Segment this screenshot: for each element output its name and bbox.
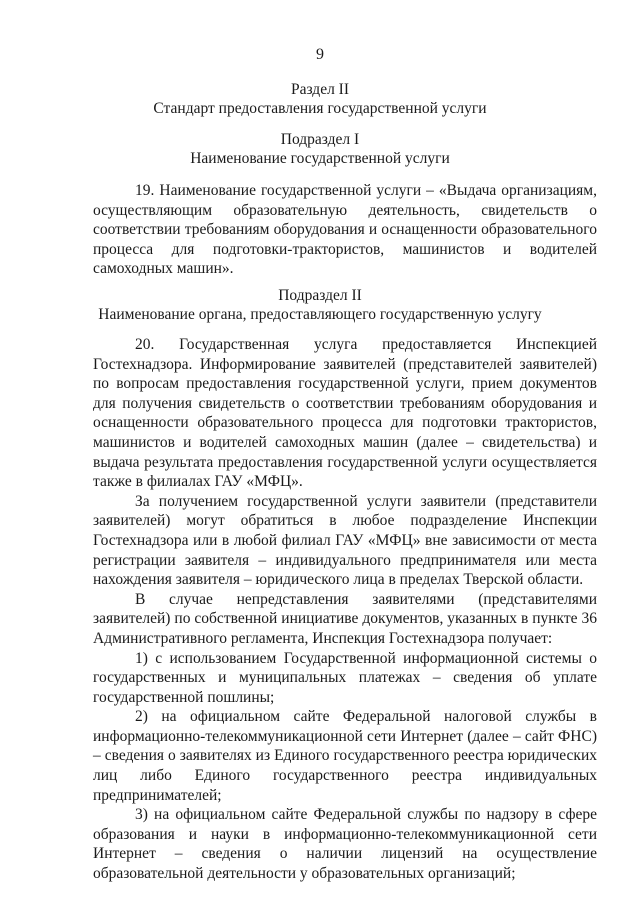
list-item-3: 3) на официальном сайте Федеральной службы по надзору в сфере образования и науки в информационно-телекоммуникационной сети Интернет – сведения о наличии лицензий на осуществление образовательной деятельности у образовательных организаций; bbox=[93, 806, 597, 883]
paragraph-20: 20. Государственная услуга предоставляется Инспекцией Гостехнадзора. Информирование заявителей (представителей заявителей) по вопросам предоставления государственной услуги, прием документов для получения свидетельств о соответствии требованиям оборудования и оснащенности образовательного процесса для подготовки трактористов, машинистов и водителей самоходных машин (далее – свидетельства) и выдача результата предоставления государственной услуги осуществляется также в филиалах ГАУ «МФЦ». bbox=[93, 336, 597, 491]
paragraph-19: 19. Наименование государственной услуги – «Выдача организациям, осуществляющим образовательную деятельность, свидетельств о соответствии требованиям оборудования и оснащенности образовательного процесса для подготовки-трактористов, машинистов и водителей самоходных машин». bbox=[93, 182, 597, 278]
section-subtitle: Стандарт предоставления государственной услуги bbox=[153, 100, 487, 117]
subsection-2-title: Подраздел II bbox=[278, 287, 362, 304]
subsection-2-heading bbox=[60, 286, 580, 324]
subsection-1-title: Подраздел I bbox=[280, 131, 360, 148]
paragraph-applicants: За получением государственной услуги заявители (представители заявителей) могут обратиться в любое подразделение Инспекции Гостехнадзора или в любой филиал ГАУ «МФЦ» вне зависимости от места регистрации заявителя – индивидуального предпринимателя или места нахождения заявителя – юридического лица в пределах Тверской области. bbox=[93, 492, 597, 589]
body-text-block bbox=[93, 335, 597, 884]
page-number: 9 bbox=[316, 46, 324, 63]
subsection-1-heading bbox=[60, 130, 580, 168]
paragraph-non-submission: В случае непредставления заявителями (представителями заявителей) по собственной инициативе документов, указанных в пункте 36 Административного регламента, Инспекция Гостехнадзора получает: bbox=[93, 590, 597, 647]
subsection-1-subtitle: Наименование государственной услуги bbox=[190, 150, 450, 167]
subsection-2-subtitle: Наименование органа, предоставляющего государственную услугу bbox=[98, 306, 542, 323]
section-title: Раздел II bbox=[290, 81, 350, 98]
list-item-2: 2) на официальном сайте Федеральной налоговой службы в информационно-телекоммуникационной сети Интернет (далее – сайт ФНС) – сведения о заявителях из Единого государственного реестра юридических лиц либо Единого государственного реестра индивидуальных предпринимателей; bbox=[93, 708, 597, 804]
section-heading bbox=[60, 80, 580, 118]
list-item-1: 1) с использованием Государственной информационной системы о государственных и муниципальных платежах – сведения об уплате государственной пошлины; bbox=[93, 649, 597, 706]
paragraph-19-block bbox=[93, 181, 597, 279]
